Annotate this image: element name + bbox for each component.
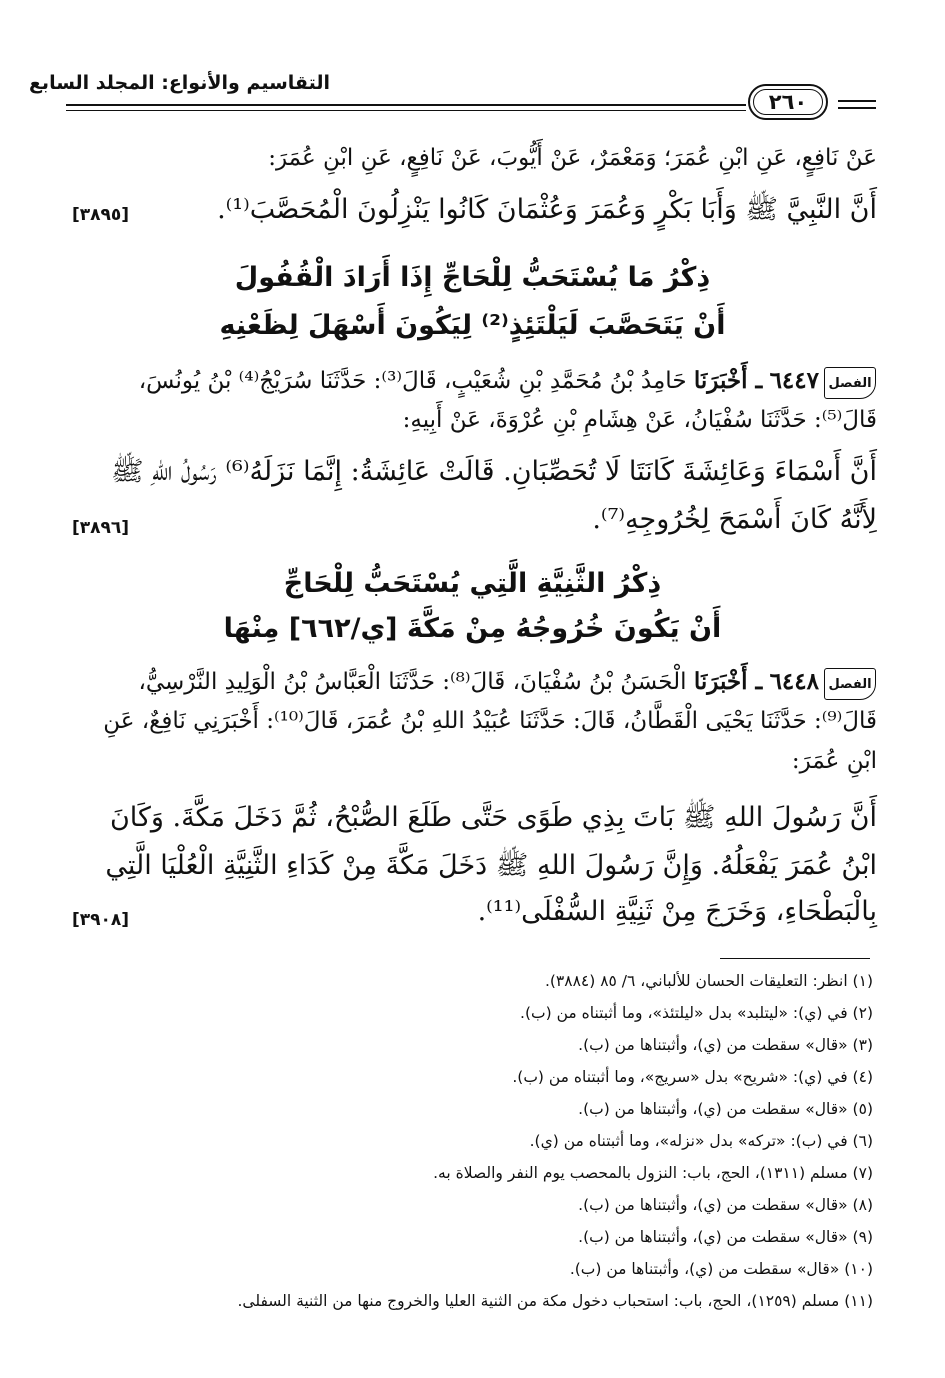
header-rule bbox=[66, 104, 746, 106]
page-number-frame bbox=[748, 84, 828, 120]
matn-line: بِالْبَطْحَاءِ، وَخَرَجَ مِنْ ثَنِيَّةِ السُّفْلَى⁽¹¹⁾. bbox=[477, 896, 877, 927]
section-badge-icon: الفصل bbox=[824, 668, 876, 700]
isnad-text: الْحَسَنُ بْنُ سُفْيَانَ، قَالَ⁽⁸⁾: حَدَّثَنَا الْعَبَّاسُ بْنُ الْوَلِيدِ النَّرْسِيُّ، bbox=[138, 669, 687, 695]
footnote: (٧) مسلم (١٣١١)، الحج، باب: النزول بالمحصب يوم النفر والصلاة به. bbox=[433, 1164, 873, 1182]
hadith-number: ٦٤٤٧ bbox=[769, 367, 819, 394]
header-tick-mark bbox=[838, 107, 876, 109]
footnote: (٤) في (ي): «شريح» بدل «سريج»، وما أثبتناه من (ب). bbox=[512, 1068, 873, 1086]
section-badge-icon: الفصل bbox=[824, 367, 876, 399]
footnote: (٥) «قال» سقطت من (ي)، وأثبتناها من (ب). bbox=[578, 1100, 873, 1118]
header-tick-mark bbox=[838, 100, 876, 102]
matn-line: لِأَنَّهُ كَانَ أَسْمَحَ لِخُرُوجِهِ⁽⁷⁾. bbox=[592, 504, 877, 535]
matn-line: أَنَّ أَسْمَاءَ وَعَائِشَةَ كَانَتَا لَا تُحَصِّبَانِ. قَالَتْ عَائِشَةُ: إِنَّمَا نَزَلَهُ⁽⁶⁾ رَسُولُ اللهِ ﷺ bbox=[110, 456, 877, 487]
header-rule-thin bbox=[66, 110, 746, 111]
footnote: (١٠) «قال» سقطت من (ي)، وأثبتناها من (ب). bbox=[569, 1260, 873, 1278]
hadith-number: ٦٤٤٨ bbox=[769, 668, 819, 695]
chapter-heading: أَنْ يَكُونَ خُرُوجُهُ مِنْ مَكَّةَ [ي/٦٦٢] مِنْهَا bbox=[223, 613, 722, 644]
footnote: (٣) «قال» سقطت من (ي)، وأثبتناها من (ب). bbox=[578, 1036, 873, 1054]
isnad-line: ابْنِ عُمَرَ: bbox=[791, 748, 877, 774]
isnad-line: قَالَ⁽⁹⁾: حَدَّثَنَا يَحْيَى الْقَطَّانُ، قَالَ: حَدَّثَنَا عُبَيْدُ اللهِ بْنُ عُمَرَ، قَالَ⁽¹⁰⁾: أَخْبَرَنِي نَافِعٌ، عَنِ bbox=[103, 708, 877, 734]
matn-line: ابْنُ عُمَرَ يَفْعَلُهُ. وَإِنَّ رَسُولَ اللهِ ﷺ دَخَلَ مَكَّةَ مِنْ كَدَاءِ الثَّنِيَّةِ الْعُلْيَا الَّتِي bbox=[105, 850, 877, 881]
isnad-line: عَنْ نَافِعٍ، عَنِ ابْنِ عُمَرَ؛ وَمَعْمَرٌ، عَنْ أَيُّوبَ، عَنْ نَافِعٍ، عَنِ ابْنِ عُمَرَ: bbox=[268, 145, 877, 171]
reference-number: [٣٨٩٦] bbox=[72, 518, 130, 538]
chapter-heading: ذِكْرُ الثَّنِيَّةِ الَّتِي يُسْتَحَبُّ لِلْحَاجِّ bbox=[283, 568, 662, 599]
matn-line: أَنَّ رَسُولَ اللهِ ﷺ بَاتَ بِذِي طَوًى حَتَّى طَلَعَ الصُّبْحُ، ثُمَّ دَخَلَ مَكَّةَ. وَكَانَ bbox=[109, 802, 877, 833]
footnote-separator bbox=[720, 958, 870, 959]
running-title: التقاسيم والأنواع: المجلد السابع bbox=[28, 72, 330, 94]
footnote: (١) انظر: التعليقات الحسان للألباني، ٦/ ٨٥ (٣٨٨٤). bbox=[544, 972, 873, 990]
hadith-opening bbox=[139, 367, 819, 394]
chapter-heading: ذِكْرُ مَا يُسْتَحَبُّ لِلْحَاجِّ إِذَا أَرَادَ الْقُفُولَ bbox=[234, 262, 711, 293]
akhbarana-label: ـ أَخْبَرَنَا bbox=[693, 668, 763, 695]
footnote: (٨) «قال» سقطت من (ي)، وأثبتناها من (ب). bbox=[578, 1196, 873, 1214]
footnote: (٦) في (ب): «تركه» بدل «نزله»، وما أثبتناه من (ي). bbox=[529, 1132, 873, 1150]
hadith-opening bbox=[138, 668, 819, 695]
akhbarana-label: ـ أَخْبَرَنَا bbox=[693, 367, 763, 394]
reference-number: [٣٩٠٨] bbox=[72, 910, 130, 930]
matn-line: أَنَّ النَّبِيَّ ﷺ وَأَبَا بَكْرٍ وَعُمَرَ وَعُثْمَانَ كَانُوا يَنْزِلُونَ الْمُحَصَّبَ⁽¹⁾. bbox=[217, 194, 877, 225]
chapter-heading: أَنْ يَتَحَصَّبَ لَيَلْتَئِذٍ⁽²⁾ لِيَكُونَ أَسْهَلَ لِظَعْنِهِ bbox=[219, 310, 726, 341]
reference-number: [٣٨٩٥] bbox=[72, 205, 130, 225]
footnote: (٢) في (ي): «ليتلبد» بدل «ليلتئذ»، وما أثبتناه من (ب). bbox=[520, 1004, 873, 1022]
isnad-text: حَامِدُ بْنُ مُحَمَّدِ بْنِ شُعَيْبٍ، قَالَ⁽³⁾: حَدَّثَنَا سُرَيْجُ⁽⁴⁾ بْنُ يُونُسَ، bbox=[138, 368, 687, 394]
isnad-line: قَالَ⁽⁵⁾: حَدَّثَنَا سُفْيَانُ، عَنْ هِشَامِ بْنِ عُرْوَةَ، عَنْ أَبِيهِ: bbox=[402, 407, 877, 433]
footnote: (١١) مسلم (١٢٥٩)، الحج، باب: استحباب دخول مكة من الثنية العليا والخروج منها من الثنية السفلى. bbox=[237, 1292, 873, 1310]
page-number: ٢٦٠ bbox=[768, 90, 808, 114]
footnote: (٩) «قال» سقطت من (ي)، وأثبتناها من (ب). bbox=[578, 1228, 873, 1246]
